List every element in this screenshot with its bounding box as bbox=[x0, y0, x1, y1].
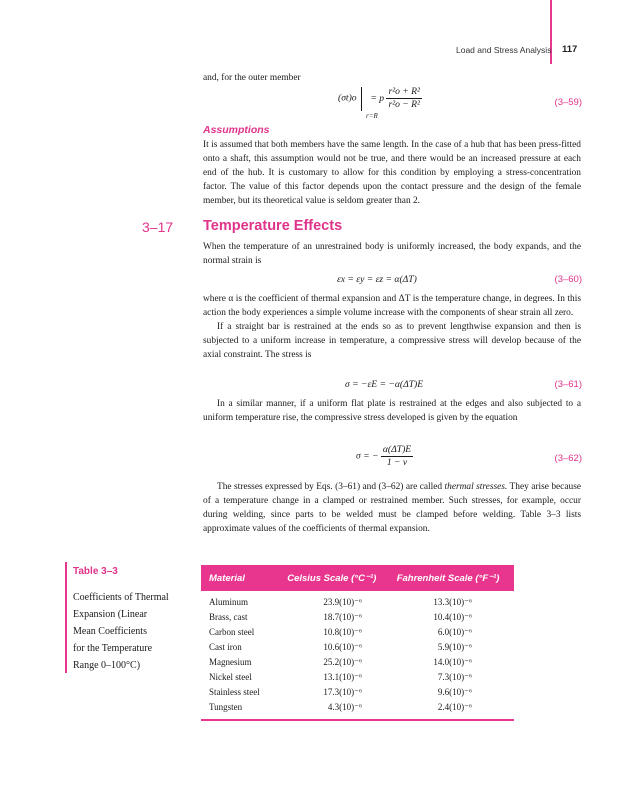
table-row bbox=[201, 596, 514, 611]
paragraph-4-text: In a similar manner, if a uniform flat plate is restrained at the edges and also subjected to a uniform temperature rise, the compressive stress developed is given by the equation bbox=[203, 399, 581, 423]
cell-celsius: 4.3(10)⁻⁶ bbox=[327, 702, 362, 712]
paragraph-2-text: where α is the coefficient of thermal expansion and ΔT is the temperature change, in degrees. In this action the body experiences a simple volume increase with the components of shear strain all zero. bbox=[203, 294, 581, 318]
eq62-denominator: 1 − ν bbox=[386, 457, 408, 468]
table-label: Table 3–3 bbox=[73, 566, 118, 577]
cell-celsius: 18.7(10)⁻⁶ bbox=[323, 612, 362, 622]
table-row bbox=[201, 686, 514, 701]
page-number: 117 bbox=[562, 44, 578, 55]
paragraph-5-part-b: They arise because of a temperature change in a clamped or restrained member. Such stresses, for example, occur during welding, since parts to be welded must be clamped before welding. Table 3–3 lists approximate values of the coefficients of thermal expansion. bbox=[203, 482, 582, 534]
cell-fahrenheit: 13.3(10)⁻⁶ bbox=[433, 597, 472, 607]
thermal-expansion-table bbox=[201, 565, 514, 721]
cell-fahrenheit: 5.9(10)⁻⁶ bbox=[437, 642, 472, 652]
table-row bbox=[201, 656, 514, 671]
cell-celsius: 13.1(10)⁻⁶ bbox=[323, 672, 362, 682]
eq59-denominator: r²o − R² bbox=[388, 99, 420, 110]
table-caption-line: Expansion (Linear bbox=[73, 609, 148, 620]
eq59-evaluation-bar bbox=[361, 87, 362, 111]
table-row bbox=[201, 626, 514, 641]
paragraph-5-emphasis: thermal stresses. bbox=[444, 482, 508, 492]
section-title: Temperature Effects bbox=[203, 218, 343, 234]
section-paragraph-1 bbox=[203, 240, 581, 268]
table-header-fahrenheit: Fahrenheit Scale (°F⁻¹) bbox=[396, 572, 500, 584]
section-paragraph-2-3 bbox=[203, 292, 581, 362]
table-row bbox=[201, 611, 514, 626]
table-row bbox=[201, 641, 514, 656]
equation-number-3-60: (3–60) bbox=[554, 274, 582, 285]
eq59-fraction bbox=[386, 86, 421, 111]
assumptions-paragraph bbox=[203, 138, 581, 208]
paragraph-5-part-a: The stresses expressed by Eqs. (3–61) and (3–62) are called bbox=[217, 482, 445, 492]
table-caption-line: Coefficients of Thermal bbox=[73, 592, 169, 603]
cell-celsius: 25.2(10)⁻⁶ bbox=[323, 657, 362, 667]
eq59-numerator: r²o + R² bbox=[388, 86, 420, 97]
table-header-row bbox=[201, 565, 514, 591]
cell-fahrenheit: 14.0(10)⁻⁶ bbox=[433, 657, 472, 667]
table-caption-line: for the Temperature bbox=[73, 643, 153, 654]
cell-material: Cast iron bbox=[209, 642, 242, 652]
cell-material: Aluminum bbox=[209, 597, 249, 607]
table-row bbox=[201, 671, 514, 686]
table-caption-line: Range 0–100°C) bbox=[73, 660, 141, 671]
cell-fahrenheit: 2.4(10)⁻⁶ bbox=[437, 702, 472, 712]
table-header-celsius: Celsius Scale (°C⁻¹) bbox=[287, 572, 377, 584]
intro-text: and, for the outer member bbox=[203, 73, 301, 83]
assumptions-heading: Assumptions bbox=[203, 124, 270, 136]
cell-material: Magnesium bbox=[209, 657, 252, 667]
equation-number-3-61: (3–61) bbox=[554, 379, 582, 390]
table-caption bbox=[73, 589, 193, 674]
table-bottom-rule bbox=[201, 719, 514, 721]
running-title: Load and Stress Analysis bbox=[456, 45, 552, 55]
table-row bbox=[201, 701, 514, 716]
eq62-fraction bbox=[381, 444, 413, 469]
paragraph-5-text bbox=[203, 480, 581, 536]
eq59-subscript: r=R bbox=[366, 112, 378, 120]
cell-celsius: 23.9(10)⁻⁶ bbox=[323, 597, 362, 607]
table-caption-line: Mean Coefficients bbox=[73, 626, 147, 637]
assumptions-text: It is assumed that both members have the same length. In the case of a hub that has been press-fitted onto a shaft, this assumption would not be true, and there would be an increased pressure at each end of the hub. It is customary to allow for this condition by employing a stress-concentration factor. The value of this factor depends upon the contact pressure and the design of the female member, but its theoretical value is seldom greater than 2. bbox=[203, 140, 581, 206]
section-number: 3–17 bbox=[142, 219, 174, 235]
eq59-equals-p: = p bbox=[370, 92, 385, 104]
paragraph-1-text: When the temperature of an unrestrained body is uniformly increased, the body expands, and the normal strain is bbox=[203, 242, 581, 266]
cell-fahrenheit: 10.4(10)⁻⁶ bbox=[433, 612, 472, 622]
equation-number-3-62: (3–62) bbox=[554, 453, 582, 464]
cell-material: Stainless steel bbox=[209, 687, 260, 697]
section-paragraph-5 bbox=[203, 480, 581, 536]
cell-celsius: 17.3(10)⁻⁶ bbox=[323, 687, 362, 697]
table-header-material: Material bbox=[209, 572, 245, 584]
cell-celsius: 10.6(10)⁻⁶ bbox=[323, 642, 362, 652]
cell-fahrenheit: 7.3(10)⁻⁶ bbox=[437, 672, 472, 682]
equation-3-62 bbox=[356, 444, 413, 469]
paragraph-3-text: If a straight bar is restrained at the ends so as to prevent lengthwise expansion and then is subjected to a uniform increase in temperature, a compressive stress will develop because of the axial constraint. The stress is bbox=[203, 322, 581, 360]
equation-3-60: εx = εy = εz = α(ΔT) bbox=[337, 274, 417, 285]
cell-material: Carbon steel bbox=[209, 627, 255, 637]
table-side-bar bbox=[65, 562, 67, 673]
cell-fahrenheit: 9.6(10)⁻⁶ bbox=[437, 687, 472, 697]
eq62-numerator: α(ΔT)E bbox=[382, 444, 412, 455]
section-paragraph-4 bbox=[203, 397, 581, 425]
eq59-lhs: (σt)o bbox=[338, 92, 357, 104]
cell-material: Nickel steel bbox=[209, 672, 252, 682]
cell-fahrenheit: 6.0(10)⁻⁶ bbox=[437, 627, 472, 637]
cell-celsius: 10.8(10)⁻⁶ bbox=[323, 627, 362, 637]
cell-material: Tungsten bbox=[209, 702, 243, 712]
equation-number-3-59: (3–59) bbox=[554, 97, 582, 108]
cell-material: Brass, cast bbox=[209, 612, 248, 622]
equation-3-59 bbox=[338, 86, 422, 120]
equation-3-61: σ = −εE = −α(ΔT)E bbox=[345, 379, 424, 390]
eq62-lhs: σ = − bbox=[356, 450, 379, 462]
